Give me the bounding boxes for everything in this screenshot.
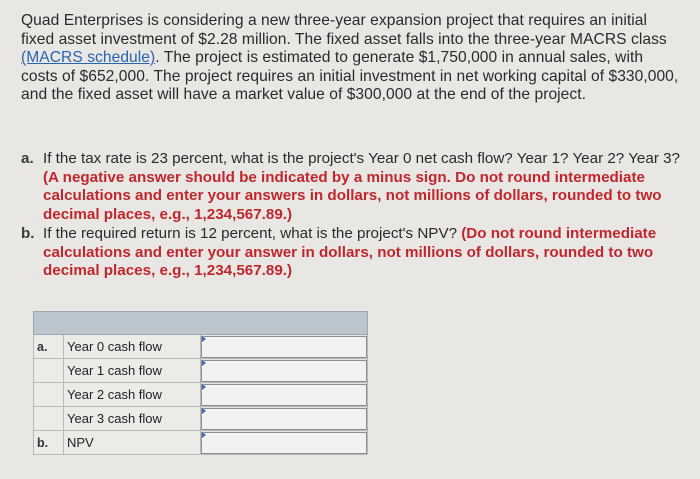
problem-rest: . The project is estimated to generate $1,750,000 in annual sales, with costs of $652,000. The project requires an initial investment in net working capital of $330,000, and the fixed asset will have a market value of $300,000 at the end of the project.: [21, 49, 679, 104]
part-b-question: If the required return is 12 percent, what is the project's NPV?: [43, 225, 462, 242]
row-letter: a.: [34, 335, 64, 359]
part-b-letter: b.: [21, 225, 35, 242]
answer-cell: [201, 431, 368, 455]
problem-statement: [21, 12, 681, 105]
part-a: [21, 150, 686, 224]
part-a-question: If the tax rate is 23 percent, what is the project's Year 0 net cash flow? Year 1? Year 2? Year 3?: [43, 150, 680, 167]
problem-intro: Quad Enterprises is considering a new three-year expansion project that requires an initial fixed asset investment of $2.28 million. The fixed asset falls into the three-year MACRS class: [21, 12, 667, 48]
question-parts: [21, 150, 686, 282]
row-label: Year 0 cash flow: [64, 335, 201, 359]
row-label: Year 2 cash flow: [64, 383, 201, 407]
table-header-row: [34, 312, 368, 335]
npv-input[interactable]: [201, 432, 367, 454]
part-b: [21, 225, 686, 281]
row-letter: [34, 359, 64, 383]
year-2-cash-flow-input[interactable]: [201, 384, 367, 406]
part-a-instruction: (A negative answer should be indicated by a minus sign. Do not round intermediate calculations and enter your answers in dollars, not millions of dollars, rounded to two decimal places, e.g., 1,234,567.89.): [43, 168, 662, 223]
year-1-cash-flow-input[interactable]: [201, 360, 367, 382]
year-0-cash-flow-input[interactable]: [201, 336, 367, 358]
row-label: Year 3 cash flow: [64, 407, 201, 431]
row-label: Year 1 cash flow: [64, 359, 201, 383]
part-a-letter: a.: [21, 150, 34, 167]
macrs-schedule-link[interactable]: (MACRS schedule): [21, 49, 156, 67]
answer-cell: [201, 335, 368, 359]
row-letter: [34, 383, 64, 407]
row-label: NPV: [64, 431, 201, 455]
row-letter: b.: [34, 431, 64, 455]
table-row: [34, 383, 368, 407]
table-row: [34, 407, 368, 431]
part-b-instruction: (Do not round intermediate calculations and enter your answer in dollars, not millions of dollars, rounded to two decimal places, e.g., 1,234,567.89.): [43, 225, 657, 279]
answer-cell: [201, 407, 368, 431]
table-row: [34, 359, 368, 383]
table-row: [34, 431, 368, 455]
answer-cell: [201, 359, 368, 383]
table-header-cell: [34, 312, 368, 335]
row-letter: [34, 407, 64, 431]
table-row: [34, 335, 368, 359]
answer-table: [33, 311, 368, 455]
answer-cell: [201, 383, 368, 407]
year-3-cash-flow-input[interactable]: [201, 408, 367, 430]
